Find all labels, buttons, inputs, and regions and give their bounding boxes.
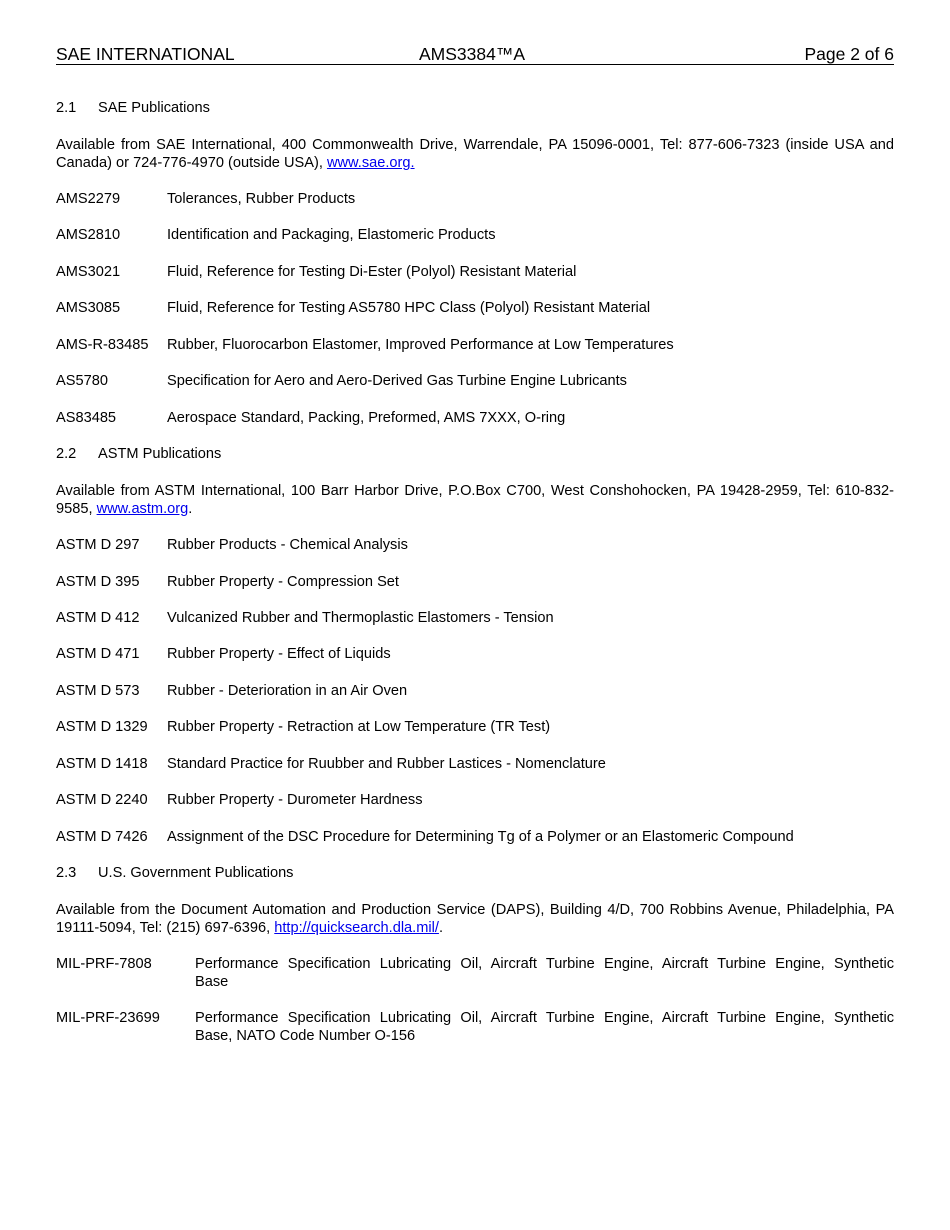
reference-title <box>195 955 894 991</box>
page-header <box>56 44 894 65</box>
section-heading-gov <box>56 864 894 882</box>
header-org: SAE INTERNATIONAL <box>56 44 235 64</box>
section-title: U.S. Government Publications <box>98 865 294 881</box>
astm-availability <box>56 482 894 518</box>
section-number: 2.3 <box>56 865 77 881</box>
section-heading-astm <box>56 445 894 463</box>
reference-title-line1: Performance Specification Lubricating Oil, Aircraft Turbine Engine, Aircraft Turbine Engine, Synthetic <box>195 956 894 972</box>
reference-title-line2: Base <box>195 974 229 990</box>
reference-row <box>56 299 894 317</box>
section-title: ASTM Publications <box>98 446 222 462</box>
sae-website-link[interactable]: www.sae.org. <box>326 155 415 171</box>
reference-title-line2: Base, NATO Code Number O-156 <box>195 1028 416 1044</box>
reference-title: Standard Practice for Ruubber and Rubber Lastices - Nomenclature <box>167 756 606 772</box>
reference-row <box>56 828 894 846</box>
reference-code: AS83485 <box>56 410 117 426</box>
reference-code: ASTM D 412 <box>56 610 140 626</box>
reference-title: Rubber Property - Compression Set <box>167 574 399 590</box>
reference-title: Assignment of the DSC Procedure for Determining Tg of a Polymer or an Elastomeric Compound <box>167 829 794 845</box>
reference-row <box>56 536 894 554</box>
reference-row <box>56 755 894 773</box>
reference-row <box>56 1009 894 1045</box>
section-number: 2.1 <box>56 100 77 116</box>
header-page-number: Page 2 of 6 <box>804 44 894 64</box>
reference-code: ASTM D 2240 <box>56 792 148 808</box>
sae-availability <box>56 136 894 172</box>
reference-row <box>56 609 894 627</box>
section-heading-sae <box>56 99 894 117</box>
reference-title: Rubber Property - Retraction at Low Temperature (TR Test) <box>167 719 551 735</box>
reference-code: AMS2279 <box>56 191 121 207</box>
reference-row <box>56 791 894 809</box>
reference-code: MIL-PRF-23699 <box>56 1010 160 1026</box>
reference-title: Aerospace Standard, Packing, Preformed, AMS 7XXX, O-ring <box>167 410 566 426</box>
reference-code: ASTM D 297 <box>56 537 140 553</box>
reference-title: Fluid, Reference for Testing AS5780 HPC Class (Polyol) Resistant Material <box>167 300 651 316</box>
reference-code: MIL-PRF-7808 <box>56 956 152 972</box>
reference-code: ASTM D 1418 <box>56 756 148 772</box>
availability-text: Available from ASTM International, 100 Barr Harbor Drive, P.O.Box C700, West Conshohocken, PA 19428-2959, Tel: 610-832-9585, <box>56 483 894 517</box>
reference-row <box>56 190 894 208</box>
header-doc-id: AMS3384™A <box>419 44 526 64</box>
reference-title: Tolerances, Rubber Products <box>167 191 356 207</box>
section-title: SAE Publications <box>98 100 210 116</box>
reference-code: AS5780 <box>56 373 108 389</box>
link-suffix: . <box>188 501 193 517</box>
reference-code: ASTM D 1329 <box>56 719 148 735</box>
reference-code: ASTM D 573 <box>56 683 140 699</box>
reference-code: AMS3021 <box>56 264 121 280</box>
reference-code: AMS-R-83485 <box>56 337 149 353</box>
reference-row <box>56 645 894 663</box>
reference-row <box>56 372 894 390</box>
gov-availability <box>56 901 894 937</box>
reference-title: Specification for Aero and Aero-Derived Gas Turbine Engine Lubricants <box>167 373 627 389</box>
reference-row <box>56 955 894 991</box>
astm-website-link[interactable]: www.astm.org <box>96 501 189 517</box>
reference-code: ASTM D 7426 <box>56 829 148 845</box>
reference-row <box>56 718 894 736</box>
availability-text: Available from SAE International, 400 Commonwealth Drive, Warrendale, PA 15096-0001, Tel: 877-606-7323 (inside USA and Canada) or 724-776-4970 (outside USA), <box>56 137 894 171</box>
reference-row <box>56 263 894 281</box>
reference-title: Fluid, Reference for Testing Di-Ester (Polyol) Resistant Material <box>167 264 577 280</box>
reference-code: AMS3085 <box>56 300 121 316</box>
reference-title <box>195 1009 894 1045</box>
reference-title: Identification and Packaging, Elastomeric Products <box>167 227 496 243</box>
reference-row <box>56 226 894 244</box>
reference-title: Rubber Property - Effect of Liquids <box>167 646 391 662</box>
reference-title: Rubber - Deterioration in an Air Oven <box>167 683 408 699</box>
reference-code: ASTM D 471 <box>56 646 140 662</box>
reference-title: Rubber, Fluorocarbon Elastomer, Improved Performance at Low Temperatures <box>167 337 674 353</box>
reference-row <box>56 409 894 427</box>
reference-title: Vulcanized Rubber and Thermoplastic Elastomers - Tension <box>167 610 554 626</box>
reference-title: Rubber Property - Durometer Hardness <box>167 792 423 808</box>
link-suffix: . <box>438 920 443 936</box>
availability-text: Available from the Document Automation and Production Service (DAPS), Building 4/D, 700 Robbins Avenue, Philadelphia, PA 19111-5094, Tel: (215) 697-6396, <box>56 902 894 936</box>
reference-code: ASTM D 395 <box>56 574 140 590</box>
reference-row <box>56 682 894 700</box>
reference-title-line1: Performance Specification Lubricating Oil, Aircraft Turbine Engine, Aircraft Turbine Engine, Synthetic <box>195 1010 894 1026</box>
reference-row <box>56 573 894 591</box>
reference-title: Rubber Products - Chemical Analysis <box>167 537 408 553</box>
reference-row <box>56 336 894 354</box>
section-number: 2.2 <box>56 446 77 462</box>
quicksearch-link[interactable]: http://quicksearch.dla.mil/ <box>274 920 439 936</box>
reference-code: AMS2810 <box>56 227 121 243</box>
